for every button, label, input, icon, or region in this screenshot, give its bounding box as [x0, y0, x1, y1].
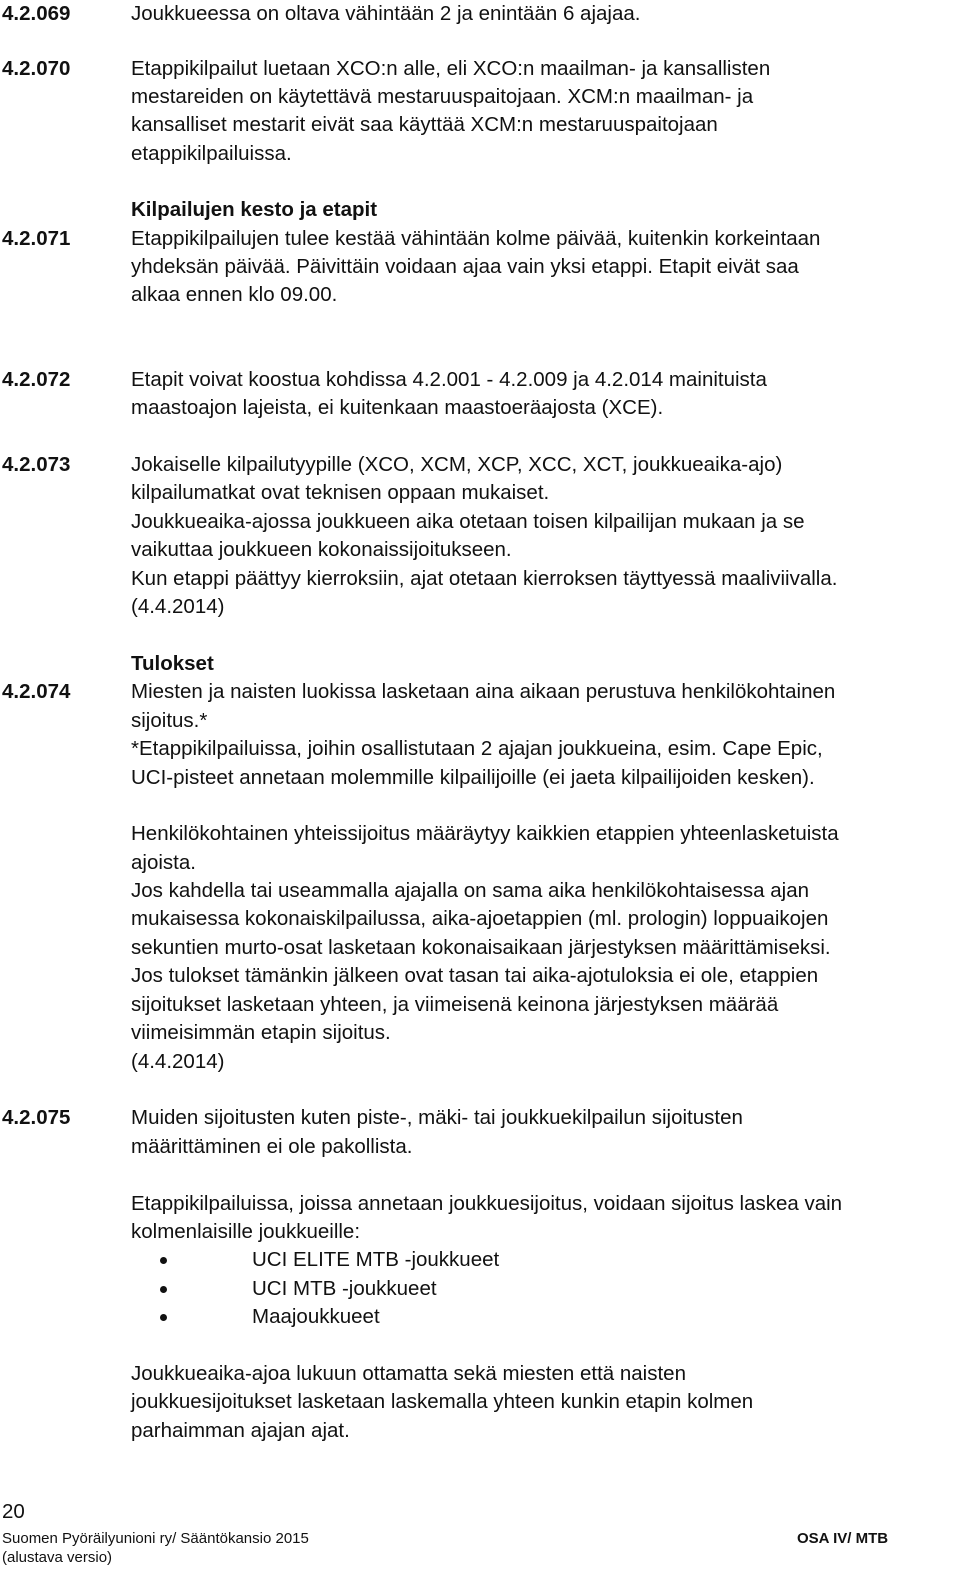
- section-text-line: *Etappikilpailuissa, joihin osallistutaan 2 ajajan joukkueina, esim. Cape Epic,: [131, 737, 823, 760]
- section-text-line: (4.4.2014): [131, 595, 225, 618]
- footer-section-label: OSA IV/ MTB: [797, 1530, 889, 1547]
- section-text-line: yhdeksän päivää. Päivittäin voidaan ajaa vain yksi etappi. Etapit eivät saa: [131, 255, 799, 278]
- section-text-line: mukaisessa kokonaiskilpailussa, aika-ajoetappien (ml. prologin) loppuaikojen: [131, 907, 829, 930]
- section-text-line: (4.4.2014): [131, 1050, 225, 1073]
- section-number-4-2-072: 4.2.072: [2, 368, 71, 391]
- section-number-4-2-070: 4.2.070: [2, 57, 71, 80]
- section-text-line: määrittäminen ei ole pakollista.: [131, 1135, 413, 1158]
- section-text-line: Joukkueaika-ajoa lukuun ottamatta sekä miesten että naisten: [131, 1362, 686, 1385]
- section-text-line: alkaa ennen klo 09.00.: [131, 283, 338, 306]
- section-text-line: vaikuttaa joukkueen kokonaissijoitukseen.: [131, 538, 512, 561]
- section-text-line: maastoajon lajeista, ei kuitenkaan maastoeräajosta (XCE).: [131, 396, 664, 419]
- section-text-line: Etappikilpailuissa, joissa annetaan joukkuesijoitus, voidaan sijoitus laskea vain: [131, 1192, 843, 1215]
- section-text-line: viimeisimmän etapin sijoitus.: [131, 1021, 391, 1044]
- section-number-4-2-074: 4.2.074: [2, 680, 71, 703]
- bullet-icon: [160, 1286, 167, 1293]
- section-number-4-2-069: 4.2.069: [2, 2, 71, 25]
- section-text-line: Joukkueessa on oltava vähintään 2 ja enintään 6 ajajaa.: [131, 2, 641, 25]
- heading-kesto-ja-etapit: Kilpailujen kesto ja etapit: [131, 198, 378, 221]
- section-text-line: Etappikilpailujen tulee kestää vähintään kolme päivää, kuitenkin korkeintaan: [131, 227, 821, 250]
- section-number-4-2-075: 4.2.075: [2, 1106, 71, 1129]
- section-text-line: Miesten ja naisten luokissa lasketaan aina aikaan perustuva henkilökohtainen: [131, 680, 836, 703]
- page-number: 20: [2, 1500, 25, 1523]
- footer-organization: Suomen Pyöräilyunioni ry/ Sääntökansio 2015: [2, 1530, 309, 1547]
- section-text-line: Etappikilpailut luetaan XCO:n alle, eli XCO:n maailman- ja kansallisten: [131, 57, 771, 80]
- bullet-icon: [160, 1314, 167, 1321]
- section-text-line: sijoitukset lasketaan yhteen, ja viimeisenä keinona järjestyksen määrää: [131, 993, 779, 1016]
- section-text-line: kansalliset mestarit eivät saa käyttää XCM:n mestaruuspaitojaan: [131, 113, 718, 136]
- section-text-line: ajoista.: [131, 851, 196, 874]
- bullet-icon: [160, 1257, 167, 1264]
- section-text-line: Etapit voivat koostua kohdissa 4.2.001 - 4.2.009 ja 4.2.014 mainituista: [131, 368, 767, 391]
- section-text-line: sekuntien murto-osat lasketaan kokonaisaikaan järjestyksen määrittämiseksi.: [131, 936, 831, 959]
- bullet-item-elite: UCI ELITE MTB -joukkueet: [252, 1248, 500, 1271]
- section-number-4-2-073: 4.2.073: [2, 453, 71, 476]
- bullet-item-maajoukkueet: Maajoukkueet: [252, 1305, 380, 1328]
- section-text-line: Kun etappi päättyy kierroksiin, ajat otetaan kierroksen täyttyessä maaliviivalla.: [131, 567, 838, 590]
- section-text-line: Jokaiselle kilpailutyypille (XCO, XCM, XCP, XCC, XCT, joukkueaika-ajo): [131, 453, 783, 476]
- bullet-item-mtb: UCI MTB -joukkueet: [252, 1277, 437, 1300]
- section-text-line: UCI-pisteet annetaan molemmille kilpailijoille (ei jaeta kilpailijoiden kesken).: [131, 766, 815, 789]
- section-number-4-2-071: 4.2.071: [2, 227, 71, 250]
- section-text-line: Jos tulokset tämänkin jälkeen ovat tasan tai aika-ajotuloksia ei ole, etappien: [131, 964, 819, 987]
- section-text-line: Henkilökohtainen yhteissijoitus määräytyy kaikkien etappien yhteenlasketuista: [131, 822, 839, 845]
- section-text-line: etappikilpailuissa.: [131, 142, 292, 165]
- section-text-line: kilpailumatkat ovat teknisen oppaan mukaiset.: [131, 481, 550, 504]
- section-text-line: Muiden sijoitusten kuten piste-, mäki- tai joukkuekilpailun sijoitusten: [131, 1106, 743, 1129]
- section-text-line: sijoitus.*: [131, 709, 208, 732]
- section-text-line: joukkuesijoitukset lasketaan laskemalla yhteen kunkin etapin kolmen: [131, 1390, 754, 1413]
- section-text-line: kolmenlaisille joukkueille:: [131, 1220, 361, 1243]
- section-text-line: mestareiden on käytettävä mestaruuspaitojaan. XCM:n maailman- ja: [131, 85, 754, 108]
- heading-tulokset: Tulokset: [131, 652, 214, 675]
- section-text-line: Joukkueaika-ajossa joukkueen aika otetaan toisen kilpailijan mukaan ja se: [131, 510, 805, 533]
- section-text-line: parhaimman ajajan ajat.: [131, 1419, 350, 1442]
- footer-version-status: (alustava versio): [2, 1549, 113, 1566]
- section-text-line: Jos kahdella tai useammalla ajajalla on sama aika henkilökohtaisessa ajan: [131, 879, 810, 902]
